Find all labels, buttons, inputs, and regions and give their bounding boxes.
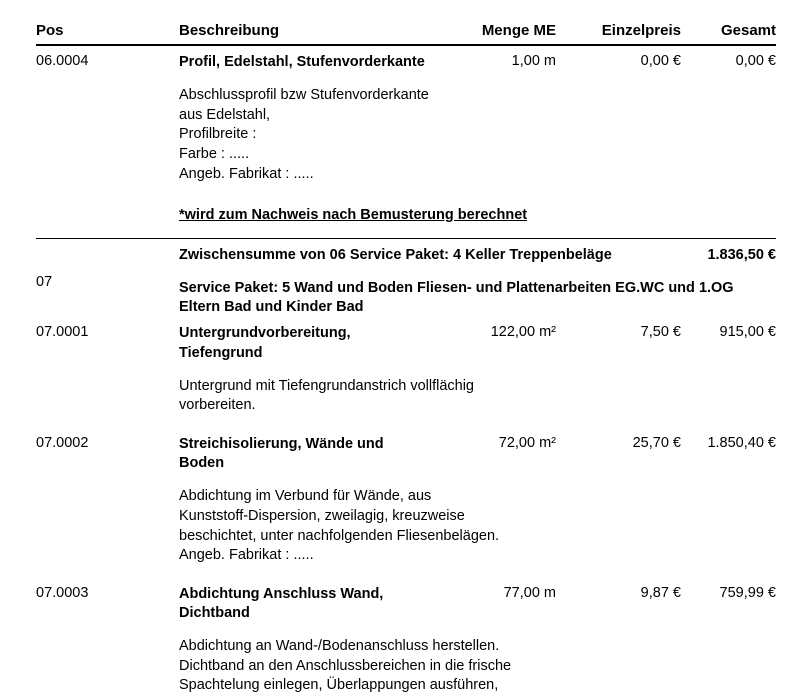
group-row: [36, 267, 776, 318]
table-header-row: [36, 22, 776, 45]
row-description-line1: Streichisolierung, Wände und: [179, 435, 384, 452]
table-row: [36, 45, 776, 72]
row-einzelpreis: 0,00 €: [640, 53, 681, 69]
row-position-number: 07.0001: [36, 324, 89, 341]
body-line: vorbereiten.: [179, 397, 256, 414]
table-row-detail: [36, 623, 776, 696]
subtotal-spacer: [36, 239, 179, 263]
group-title-line2: 1.OG Eltern Bad und Kinder Bad: [179, 279, 734, 315]
row-gesamt: 915,00 €: [719, 324, 776, 341]
spacer: [36, 416, 776, 428]
row-position-number: 07.0002: [36, 434, 89, 451]
spacer: [36, 226, 776, 239]
row-description-line2: Boden: [179, 455, 225, 472]
row-body-text: [179, 72, 776, 225]
row-description-line1: Abdichtung Anschluss Wand,: [179, 585, 384, 602]
detail-spacer: [36, 623, 179, 696]
body-line: beschichtet, unter nachfolgenden Fliesenbelägen.: [179, 527, 500, 544]
body-line: Spachtelung einlegen, Überlappungen ausführen,: [179, 677, 499, 694]
body-line: Farbe : .....: [179, 145, 250, 162]
body-line: Dichtband an den Anschlussbereichen in die frische: [179, 657, 512, 674]
row-position-number: 07.0003: [36, 584, 89, 601]
row-menge: 122,00 m²: [490, 324, 556, 341]
body-line: Profilbreite :: [179, 126, 257, 143]
row-body-text: [179, 473, 776, 565]
row-description-line2: Stufenvorderkante: [296, 54, 425, 70]
table-header: [36, 22, 776, 45]
detail-spacer: [36, 72, 179, 225]
row-gesamt: 759,99 €: [719, 584, 776, 601]
body-line: Abdichtung im Verbund für Wände, aus: [179, 488, 432, 505]
row-description: [179, 578, 431, 624]
body-line: Kunststoff-Dispersion, zweilagig, kreuzweise: [179, 508, 465, 525]
positions-table: [36, 22, 776, 696]
row-menge: 1,00 m: [511, 53, 556, 69]
group-position-number: 07: [36, 273, 53, 290]
row-description: [179, 317, 431, 363]
row-description-line2: Tiefengrund: [179, 344, 263, 361]
row-einzelpreis: 25,70 €: [632, 434, 681, 451]
body-line: Abschlussprofil bzw Stufenvorderkante: [179, 87, 429, 104]
column-header-gesamt: Gesamt: [681, 22, 776, 45]
row-description: [179, 428, 431, 474]
detail-spacer: [36, 473, 179, 565]
column-header-description: Beschreibung: [179, 22, 431, 45]
table-body: [36, 45, 776, 696]
subtotal-row: [36, 239, 776, 263]
body-line: Abdichtung an Wand-/Bodenanschluss herstellen.: [179, 638, 500, 655]
row-gesamt: 1.850,40 €: [707, 434, 776, 451]
subtotal-label: Zwischensumme von 06 Service Paket: 4 Keller Treppenbeläge: [179, 246, 612, 263]
table-row-detail: [36, 72, 776, 225]
table-row-detail: [36, 473, 776, 565]
body-line: Angeb. Fabrikat : .....: [179, 547, 314, 564]
row-description-line2: Dichtband: [179, 605, 250, 621]
row-einzelpreis: 9,87 €: [640, 584, 681, 601]
row-position-number: 06.0004: [36, 53, 89, 69]
row-body-text: [179, 623, 776, 696]
group-title: [179, 267, 776, 318]
table-row-detail: [36, 363, 776, 416]
table-row: [36, 317, 776, 363]
row-note: *wird zum Nachweis nach Bemusterung berechnet: [179, 207, 528, 224]
table-row: [36, 578, 776, 624]
body-line: aus Edelstahl,: [179, 106, 271, 123]
group-title-line1: Service Paket: 5 Wand und Boden Fliesen- und Plattenarbeiten EG.WC und: [179, 279, 695, 296]
column-header-einzelpreis: Einzelpreis: [556, 22, 681, 45]
row-gesamt: 0,00 €: [735, 53, 776, 69]
row-menge: 72,00 m²: [498, 434, 556, 451]
body-line: Angeb. Fabrikat : .....: [179, 165, 314, 182]
column-header-menge: Menge ME: [431, 22, 556, 45]
row-menge: 77,00 m: [503, 584, 556, 601]
row-einzelpreis: 7,50 €: [640, 324, 681, 341]
subtotal-amount: 1.836,50 €: [707, 246, 776, 263]
spacer: [36, 566, 776, 578]
row-description-line1: Untergrundvorbereitung,: [179, 325, 351, 342]
row-body-text: [179, 363, 776, 416]
table-row: [36, 428, 776, 474]
column-header-pos: Pos: [36, 22, 179, 45]
row-description: [179, 45, 431, 72]
detail-spacer: [36, 363, 179, 416]
row-description-line1: Profil, Edelstahl,: [179, 54, 293, 70]
body-line: Untergrund mit Tiefengrundanstrich vollflächig: [179, 377, 474, 394]
